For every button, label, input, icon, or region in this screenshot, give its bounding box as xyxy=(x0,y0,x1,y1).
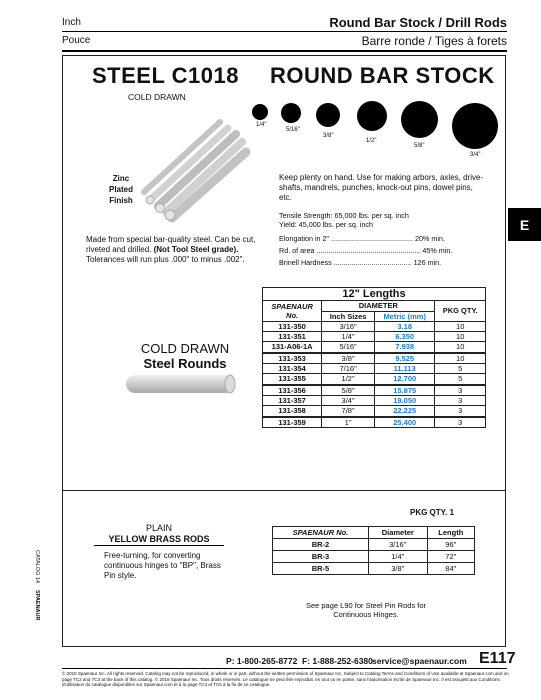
part-number: 131-351 xyxy=(263,332,322,342)
inch-size: 3/8" xyxy=(322,353,375,364)
brinell-spec: Brinell Hardness ....................................... 126 min. xyxy=(279,258,442,267)
size-circle-1-4 xyxy=(252,104,268,120)
zinc-bars-illustration xyxy=(140,118,250,228)
inch-size: 3/4" xyxy=(322,395,375,405)
metric-size: 6.350 xyxy=(374,332,435,342)
table-row xyxy=(273,539,475,551)
page-number: E117 xyxy=(479,650,516,667)
length: 72" xyxy=(427,551,474,563)
brass-pkg-qty: PKG QTY. 1 xyxy=(410,508,455,517)
metric-size: 7.938 xyxy=(374,342,435,353)
col-header-diameter: DIAMETER xyxy=(322,301,435,311)
steel-rod-illustration xyxy=(122,373,240,395)
section-label-line2: Steel Rounds xyxy=(143,356,227,371)
col-header-metric: Metric (mm) xyxy=(374,311,435,321)
inch-size: 1/2" xyxy=(322,374,375,385)
section-divider xyxy=(62,490,506,491)
metric-size: 12.700 xyxy=(374,374,435,385)
table-row xyxy=(263,385,486,396)
brass-col-header-diameter: Diameter xyxy=(368,527,427,539)
page-title: Round Bar Stock / Drill Rods xyxy=(329,15,507,30)
col-header-number-line: SPAENAUR xyxy=(271,301,313,311)
metric-size: 19.050 xyxy=(374,395,435,405)
part-number: 131-353 xyxy=(263,353,322,364)
section-tab: E xyxy=(508,208,541,241)
table-row xyxy=(263,364,486,374)
yield-spec: Yield: 45,000 lbs. per sq. inch xyxy=(279,220,374,229)
pkg-qty: 10 xyxy=(435,332,486,342)
part-number: 131-359 xyxy=(263,417,322,428)
unit-label-en: Inch xyxy=(62,17,81,28)
header-divider xyxy=(62,31,507,32)
finish-label xyxy=(96,173,146,206)
material-warning: (Not Tool Steel grade). xyxy=(153,245,239,254)
part-number: 131-350 xyxy=(263,321,322,331)
part-number: 131-354 xyxy=(263,364,322,374)
footer-phone: P: 1-800-265-8772 xyxy=(226,656,298,666)
pkg-qty: 5 xyxy=(435,364,486,374)
brass-label-line2: YELLOW BRASS RODS xyxy=(94,534,224,546)
brass-col-header-number: SPAENAUR No. xyxy=(273,527,369,539)
size-circle-1-2 xyxy=(357,101,387,131)
see-page-note: See page L90 for Steel Pin Rods for Continuous Hinges. xyxy=(305,601,427,619)
unit-label-fr: Pouce xyxy=(62,35,91,46)
product-title: ROUND BAR STOCK xyxy=(270,63,495,88)
metric-size: 25.400 xyxy=(374,417,435,428)
metric-size: 9.525 xyxy=(374,353,435,364)
material-text: Made from special bar-quality steel. Can be cut, riveted and drilled. xyxy=(86,235,256,254)
inch-size: 1" xyxy=(322,417,375,428)
section-label xyxy=(90,341,280,371)
part-number: 131-355 xyxy=(263,374,322,385)
table-row xyxy=(273,563,475,575)
size-circle-3-8 xyxy=(316,103,340,127)
inch-size: 5/8" xyxy=(322,385,375,396)
pkg-qty: 3 xyxy=(435,395,486,405)
table-row xyxy=(273,551,475,563)
brass-col-header-length: Length xyxy=(427,527,474,539)
length: 96" xyxy=(427,539,474,551)
table-row xyxy=(263,353,486,364)
finish-label-line: Finish xyxy=(109,196,133,205)
elongation-spec: Elongation in 2" ......................................... 20% min. xyxy=(279,234,445,243)
brand-logo: SPAENAUR xyxy=(34,590,40,621)
inch-size: 1/4" xyxy=(322,332,375,342)
col-header-inch: Inch Sizes xyxy=(322,311,375,321)
size-circle-3-4 xyxy=(452,103,498,149)
size-label: 1/4" xyxy=(256,122,267,128)
part-number: BR-3 xyxy=(273,551,369,563)
size-label: 3/8" xyxy=(323,133,334,139)
footer-email[interactable]: service@spaenaur.com xyxy=(372,656,467,666)
round-bar-table xyxy=(262,287,486,428)
inch-size: 3/16" xyxy=(322,321,375,331)
tolerance-text: Tolerances will run plus .000" to minus .002". xyxy=(86,255,245,264)
usage-text: Keep plenty on hand. Use for making arbors, axles, drive-shafts, mandrels, punches, knock-out pins, dowel pins, etc. xyxy=(279,173,484,202)
diameter: 3/8" xyxy=(368,563,427,575)
part-number: 131-358 xyxy=(263,406,322,417)
table-row xyxy=(263,395,486,405)
copyright-text: © 2018 Spaenaur Inc. All rights reserved. Catalog may not be reproduced, in whole or in part, without the written permission of Spaenaur Inc. Subject to Catalog Terms and Conditions of Use available at Spaenaur.com and on page TC2 and TC3 at the back of this catalog. © 2018 Spaenaur Inc. Tous droits réservés. Le catalogue ne peut être reproduit, en tout ou en partie, sans l'autorisation écrite de Spaenaur Inc. Il est assujetti aux Conditions d'utilisation du catalogue disponibles sur Spaenaur.com et à la page TC4 et TC5 à la fin de ce catalogue. xyxy=(62,671,509,687)
tensile-spec: Tensile Strength: 65,000 lbs. per sq. inch xyxy=(279,211,409,220)
size-circle-5-8 xyxy=(401,101,438,138)
inch-size: 7/16" xyxy=(322,364,375,374)
size-label: 5/16" xyxy=(286,127,300,133)
inch-size: 5/16" xyxy=(322,342,375,353)
size-label: 5/8" xyxy=(414,143,425,149)
part-number: BR-5 xyxy=(273,563,369,575)
metric-size: 3.18 xyxy=(374,321,435,331)
pkg-qty: 3 xyxy=(435,385,486,396)
material-description xyxy=(86,235,276,265)
diameter: 3/16" xyxy=(368,539,427,551)
page-title-fr: Barre ronde / Tiges à forets xyxy=(361,34,507,48)
catalog-label: CATALOG 14 xyxy=(34,550,40,584)
finish-label-line: Zinc xyxy=(112,174,130,183)
col-header-number-line: No. xyxy=(286,311,299,321)
metric-size: 22.225 xyxy=(374,406,435,417)
section-label-line1: COLD DRAWN xyxy=(140,341,230,356)
brass-label xyxy=(94,523,224,546)
table-row xyxy=(263,406,486,417)
pkg-qty: 5 xyxy=(435,374,486,385)
size-circle-5-16 xyxy=(281,103,301,123)
product-subtitle: COLD DRAWN xyxy=(128,92,186,102)
pkg-qty: 3 xyxy=(435,406,486,417)
footer-fax: F: 1-888-252-6380 xyxy=(302,656,373,666)
table-row xyxy=(263,374,486,385)
diameter: 1/4" xyxy=(368,551,427,563)
pkg-qty: 10 xyxy=(435,342,486,353)
col-header-qty: PKG QTY. xyxy=(435,301,486,322)
pkg-qty: 3 xyxy=(435,417,486,428)
pkg-qty: 10 xyxy=(435,353,486,364)
table-row xyxy=(263,332,486,342)
table-row xyxy=(263,321,486,331)
length-title: 12" Lengths xyxy=(263,288,486,301)
size-label: 1/2" xyxy=(366,138,377,144)
inch-size: 7/8" xyxy=(322,406,375,417)
col-header-number xyxy=(263,301,322,322)
product-description xyxy=(279,173,484,267)
part-number: 131-A06-1A xyxy=(263,342,322,353)
brass-table xyxy=(272,526,475,575)
metric-size: 15.875 xyxy=(374,385,435,396)
part-number: BR-2 xyxy=(273,539,369,551)
part-number: 131-357 xyxy=(263,395,322,405)
metric-size: 11.113 xyxy=(374,364,435,374)
pkg-qty: 10 xyxy=(435,321,486,331)
header-divider-thick xyxy=(62,50,507,52)
size-label: 3/4" xyxy=(470,152,481,158)
brass-description: Free-turning, for converting continuous hinges to "BP", Brass Pin style. xyxy=(104,551,221,580)
finish-label-line: Plated xyxy=(108,185,133,194)
area-spec: Rd. of area .................................................... 45% min. xyxy=(279,246,453,255)
brass-label-line1: PLAIN xyxy=(145,523,172,533)
table-row xyxy=(263,342,486,353)
table-row xyxy=(263,417,486,428)
material-title: STEEL C1018 xyxy=(92,63,239,88)
part-number: 131-356 xyxy=(263,385,322,396)
footer-divider xyxy=(62,668,507,669)
length: 84" xyxy=(427,563,474,575)
